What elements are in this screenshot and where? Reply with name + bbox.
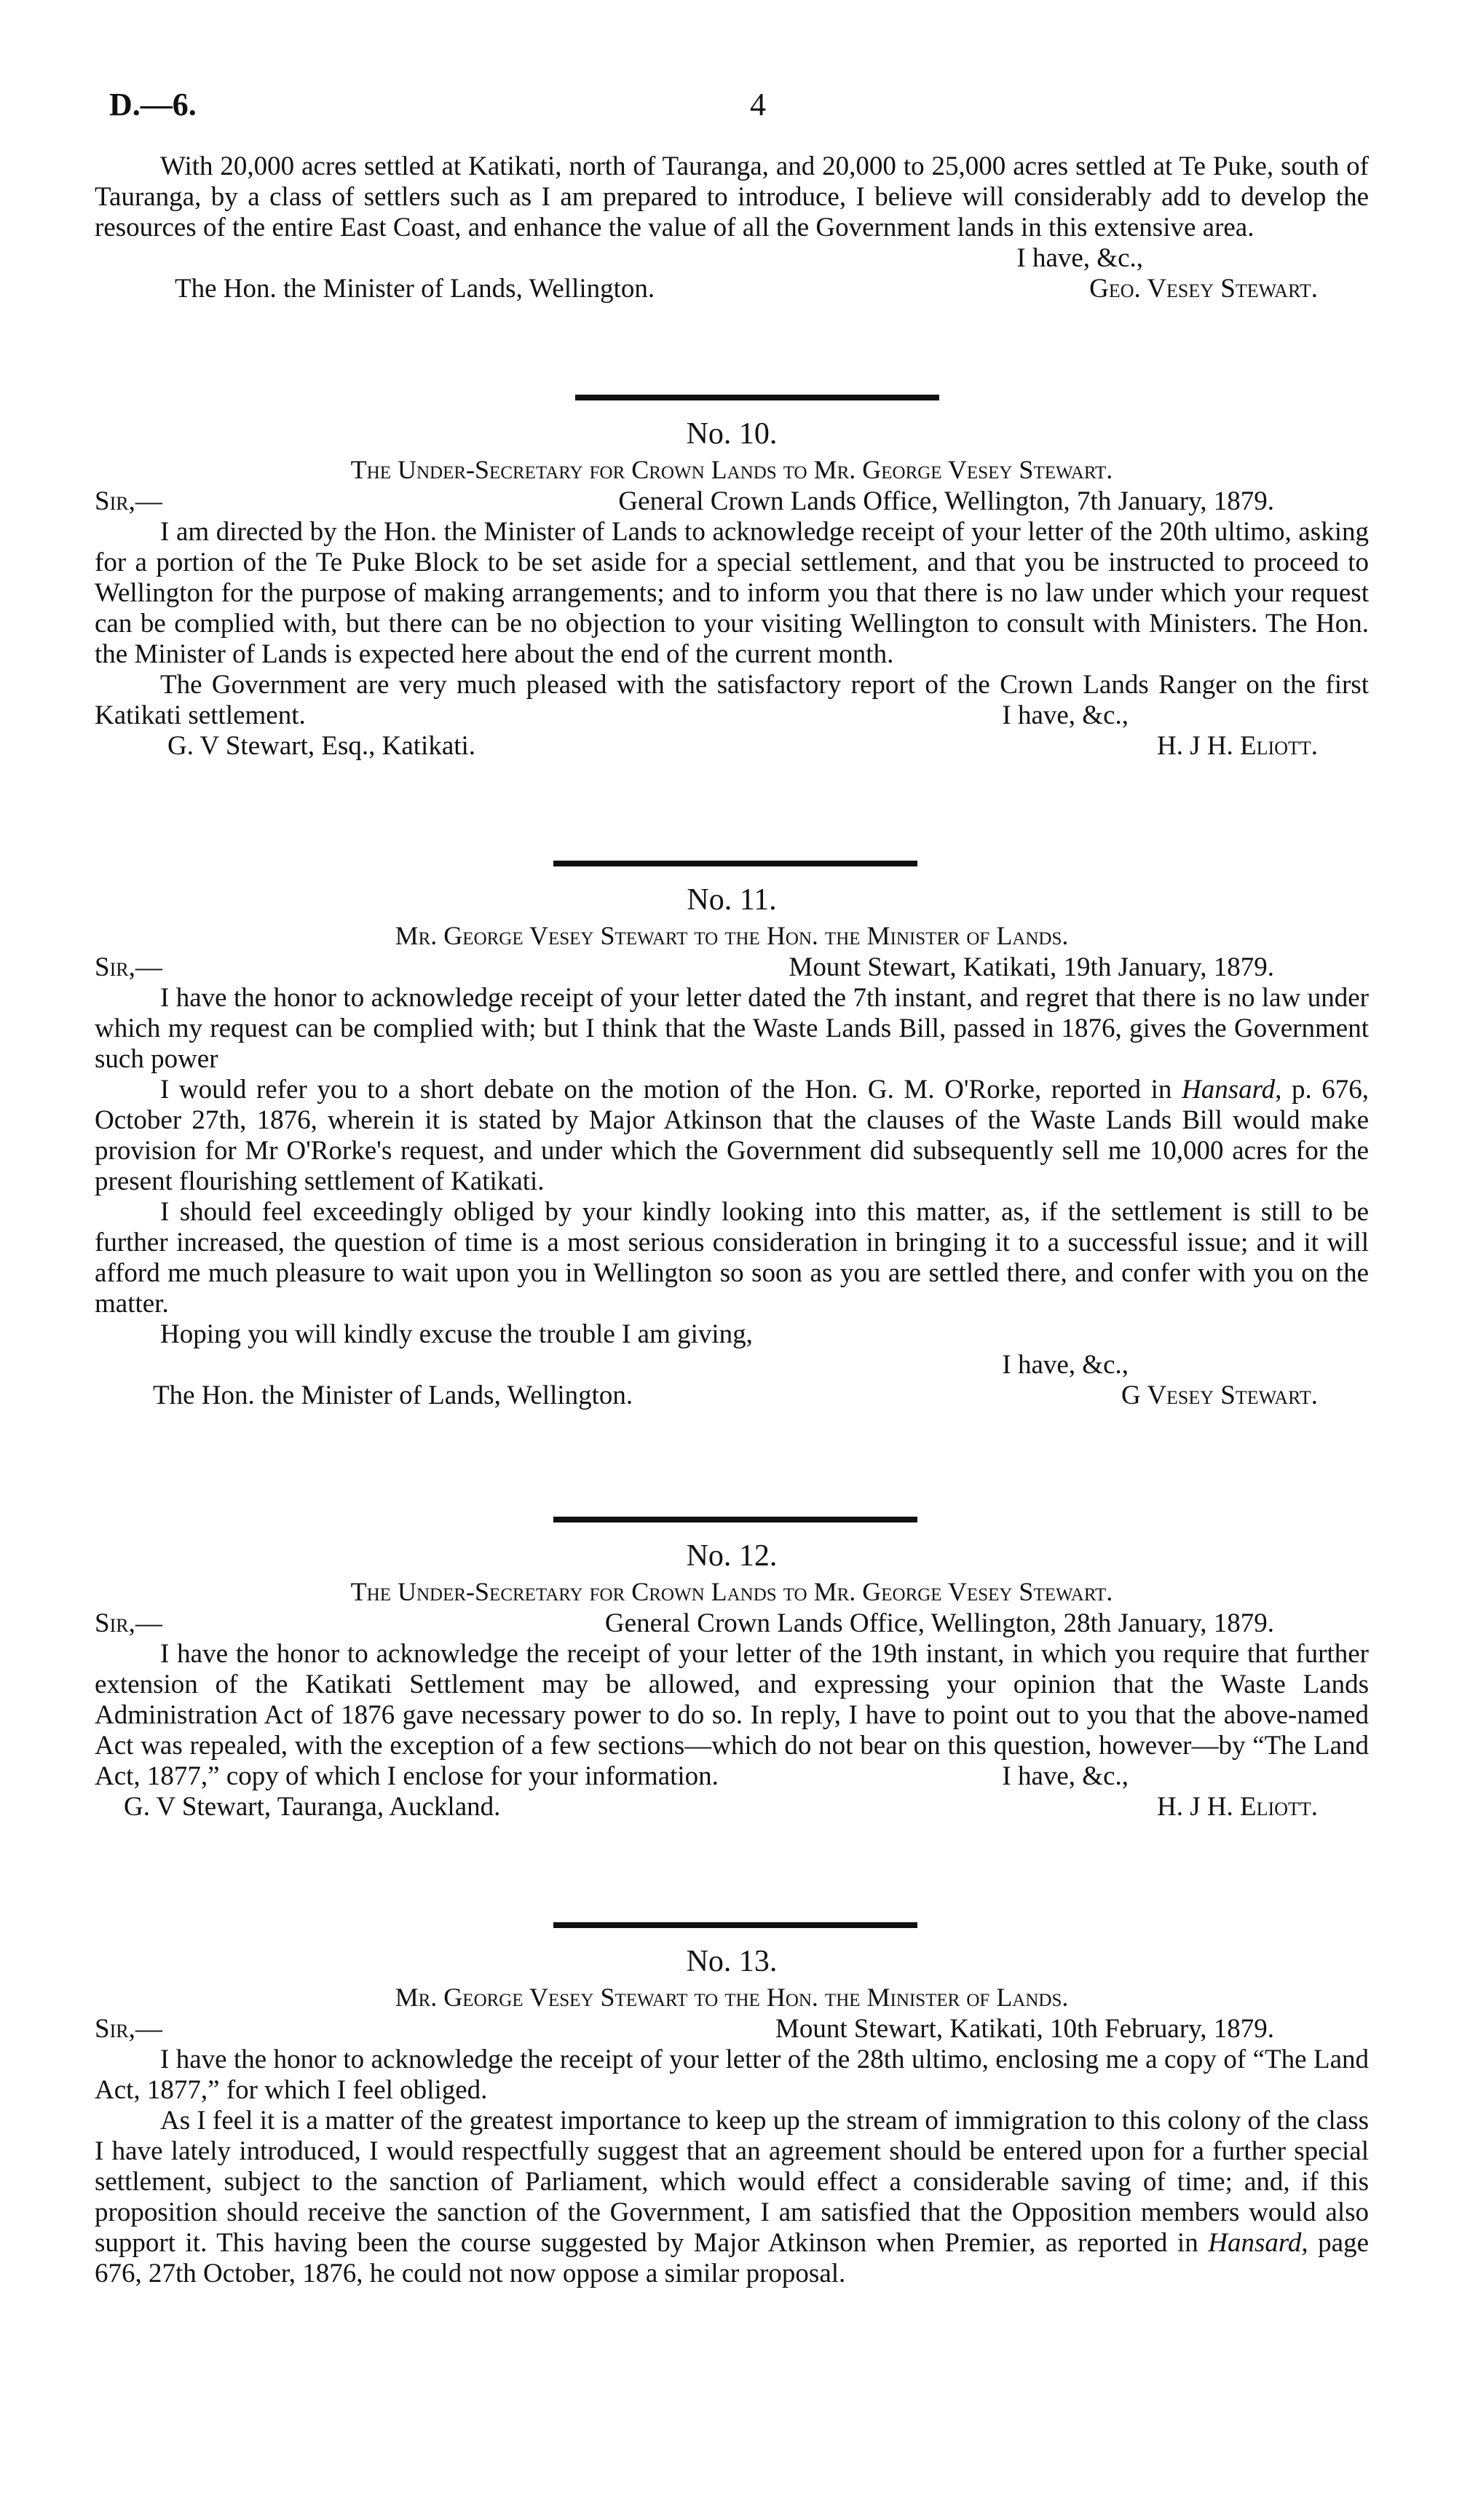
letter-subheading: Mr. George Vesey Stewart to the Hon. the Minister of Lands. (395, 921, 1069, 950)
letter-paragraph: The Government are very much pleased with the satisfactory report of the Crown Lands Ranger on the first Katikati settlement. (95, 670, 1369, 730)
dateline: Mount Stewart, Katikati, 19th January, 1879. (789, 952, 1274, 982)
letter-no-13 (95, 1943, 1369, 2289)
letter-dateline-row (95, 952, 1369, 983)
salutation: Sir,— (95, 952, 162, 982)
letter-addressee: G. V Stewart, Tauranga, Auckland. (124, 1792, 501, 1822)
letter-signoff-row (95, 731, 1369, 762)
letter-paragraph (95, 2106, 1369, 2289)
paragraph-text: As I feel it is a matter of the greatest importance to keep up the stream of immigration to this colony of the class I have lately introduced, I would respectfully suggest that an agreement should be entered upon for a further special settlement, subject to the sanction of Parliament, which would effect a considerable saving of time; and, if this proposition should receive the sanction of the Government, I am satisfied that the Opposition members would also support it. This having been the course suggested by Major Atkinson when Premier, as reported in (95, 2106, 1369, 2258)
hansard-citation: Hansard, (1181, 1075, 1282, 1105)
letter-dateline-row (95, 486, 1369, 517)
letter-number: No. 11. (687, 883, 777, 917)
letter-subheading: The Under-Secretary for Crown Lands to Mr. George Vesey Stewart. (350, 1577, 1113, 1606)
letter-signature: H. J H. Eliott. (1156, 1792, 1318, 1822)
hansard-citation: Hansard, (1208, 2228, 1308, 2258)
letter-closing: I have, &c., (1002, 700, 1129, 730)
intro-closing: I have, &c., (1016, 243, 1143, 273)
intro-section (95, 151, 1369, 304)
dateline: Mount Stewart, Katikati, 10th February, 1879. (775, 2014, 1274, 2044)
page-header (109, 86, 1362, 130)
letter-no-12 (95, 1537, 1369, 1822)
letter-number: No. 10. (686, 417, 778, 451)
letter-subheading: The Under-Secretary for Crown Lands to Mr. George Vesey Stewart. (350, 455, 1113, 484)
salutation: Sir,— (95, 486, 162, 516)
letter-paragraph: I should feel exceedingly obliged by your kindly looking into this matter, as, if the settlement is still to be further increased, the question of time is a most serious consideration in bringing it to a successful issue; and it will afford me much pleasure to wait upon you in Wellington so soon as you are settled there, and confer with you on the matter. (95, 1197, 1369, 1319)
section-divider (553, 1922, 917, 1928)
paragraph-text: p. 676, October 27th, 1876, wherein it is stated by Major Atkinson that the clauses of the Waste Lands Bill would make provision for Mr O'Rorke's request, and under which the Government did subsequently sell me 10,000 acres for the present flourishing settlement of Katikati. (95, 1075, 1370, 1196)
letter-paragraph: I have the honor to acknowledge the receipt of your letter of the 28th ultimo, enclosing me a copy of “The Land Act, 1877,” for which I feel obliged. (95, 2045, 1369, 2105)
intro-signature: Geo. Vesey Stewart. (1089, 274, 1318, 304)
letter-subheading: Mr. George Vesey Stewart to the Hon. the Minister of Lands. (395, 1983, 1069, 2012)
letter-addressee: The Hon. the Minister of Lands, Wellington. (153, 1381, 633, 1410)
letter-dateline-row (95, 1608, 1369, 1639)
letter-number: No. 13. (686, 1945, 778, 1978)
intro-paragraph: With 20,000 acres settled at Katikati, north of Tauranga, and 20,000 to 25,000 acres settled at Te Puke, south of Tauranga, by a class of settlers such as I am prepared to introduce, I believe will considerably add to develop the resources of the entire East Coast, and enhance the value of all the Government lands in this extensive area. (95, 151, 1369, 242)
letter-addressee: G. V Stewart, Esq., Katikati. (167, 731, 476, 761)
paragraph-text: I would refer you to a short debate on the motion of the Hon. G. M. O'Rorke, reported in (160, 1075, 1172, 1105)
document-reference: D.—6. (109, 87, 197, 122)
letter-signoff-row (95, 1792, 1369, 1822)
letter-signature: H. J H. Eliott. (1156, 731, 1318, 761)
section-divider (553, 861, 917, 866)
salutation: Sir,— (95, 2014, 162, 2044)
letter-closing: I have, &c., (1002, 1350, 1129, 1380)
letter-signoff-row (95, 1381, 1369, 1411)
dateline: General Crown Lands Office, Wellington, 7th January, 1879. (618, 486, 1274, 516)
letter-paragraph: I have the honor to acknowledge receipt of your letter dated the 7th instant, and regret that there is no law under which my request can be complied with; but I think that the Waste Lands Bill, passed in 1876, gives the Government such power (95, 983, 1369, 1074)
letter-closing: I have, &c., (1002, 1761, 1129, 1791)
letter-no-11 (95, 881, 1369, 1411)
letter-paragraph: I am directed by the Hon. the Minister of Lands to acknowledge receipt of your letter of the 20th ultimo, asking for a portion of the Te Puke Block to be set aside for a special settlement, and that you be instructed to proceed to Wellington for the purpose of making arrangements; and to inform you that there is no law under which your request can be complied with, but there can be no objection to your visiting Wellington to consult with Ministers. The Hon. the Minister of Lands is expected here about the end of the current month. (95, 517, 1369, 669)
letter-paragraph (95, 1075, 1369, 1197)
dateline: General Crown Lands Office, Wellington, 28th January, 1879. (604, 1608, 1274, 1638)
letter-no-10 (95, 415, 1369, 762)
section-divider (553, 1517, 917, 1522)
paragraph-text: page 676, 27th October, 1876, he could not now oppose a similar proposal. (95, 2228, 1370, 2288)
letter-signature: G Vesey Stewart. (1121, 1381, 1318, 1410)
intro-signoff-row (95, 274, 1369, 304)
page-number: 4 (750, 87, 766, 122)
letter-number: No. 12. (686, 1539, 778, 1573)
letter-paragraph: I have the honor to acknowledge the receipt of your letter of the 19th instant, in which you require that further extension of the Katikati Settlement may be allowed, and expressing your opinion that the Waste Lands Administration Act of 1876 gave necessary power to do so. In reply, I have to point out to you that the above-named Act was repealed, with the exception of a few sections—which do not bear on this question, however—by “The Land Act, 1877,” copy of which I enclose for your information. (95, 1639, 1369, 1791)
intro-addressee: The Hon. the Minister of Lands, Wellington. (175, 274, 655, 304)
salutation: Sir,— (95, 1608, 162, 1638)
letter-paragraph: Hoping you will kindly excuse the trouble I am giving, (160, 1319, 753, 1349)
letter-dateline-row (95, 2014, 1369, 2045)
section-divider (575, 395, 939, 400)
